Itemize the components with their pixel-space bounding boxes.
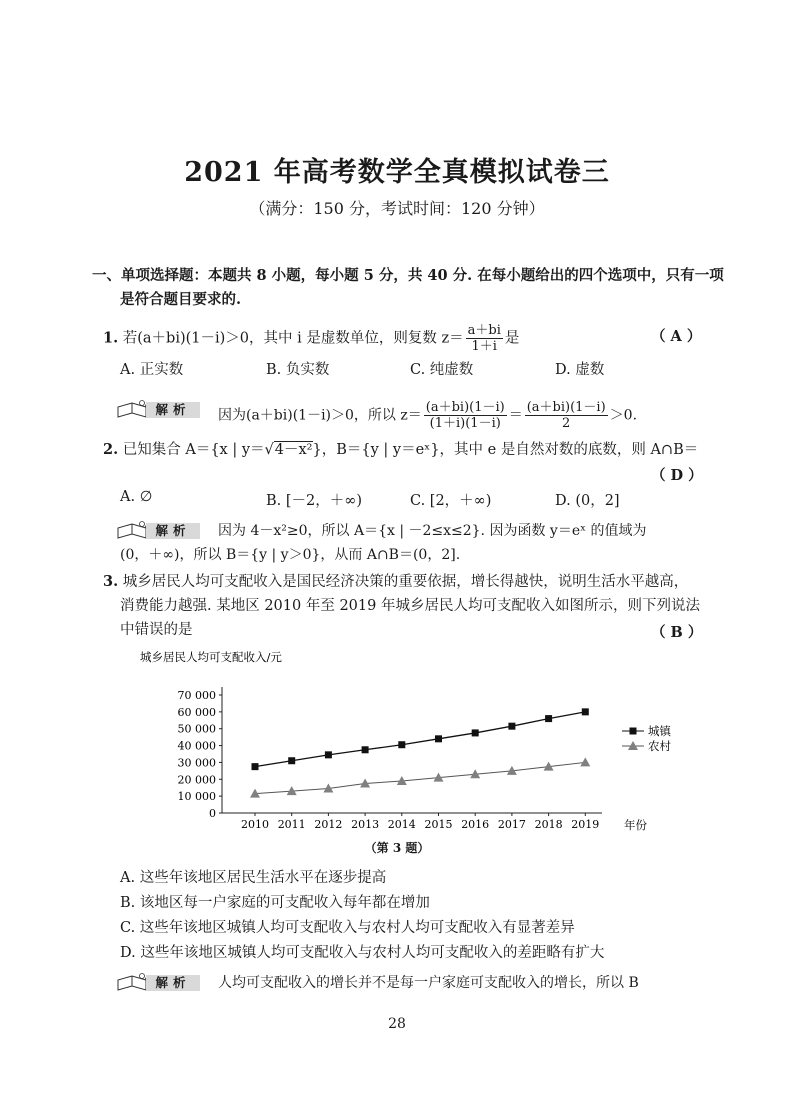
data-point-urban — [325, 751, 332, 758]
question-3-line2: 消费能力越强. 某地区 2010 年至 2019 年城乡居民人均可支配收入如图所示，则下列说法 — [120, 598, 700, 614]
question-1-option-b: B. 负实数 — [266, 362, 330, 378]
fraction: $\frac{a+bi}{1+i}$ — [467, 323, 501, 354]
figure-caption: （第 3 题） — [364, 841, 430, 855]
question-3-option-d: D. 这些年该地区城镇人均可支配收入与农村人均可支配收入的差距略有扩大 — [120, 945, 605, 961]
question-3-option-a: A. 这些年该地区居民生活水平在逐步提高 — [120, 870, 387, 886]
data-point-urban — [435, 735, 442, 742]
x-tick-label: 2010 — [241, 818, 269, 831]
legend-label: 农村 — [648, 739, 671, 753]
x-tick-label: 2011 — [277, 818, 306, 831]
question-3-number: 3. — [103, 573, 119, 590]
question-3-explanation: 人均可支配收入的增长并不是每一户家庭可支配收入的增长，所以 B — [218, 975, 639, 991]
book-icon — [116, 520, 150, 542]
y-axis-label: 城乡居民人均可支配收入/元 — [140, 650, 282, 664]
line-chart — [140, 645, 700, 845]
question-2-number: 2. — [103, 441, 119, 458]
question-2-option-a: A. ∅ — [120, 489, 153, 505]
data-point-urban — [472, 729, 479, 736]
x-axis-label: 年份 — [624, 818, 647, 832]
question-1-option-a: A. 正实数 — [120, 362, 184, 378]
question-2-stem: 2. 已知集合 A＝{x | y＝√4－x²}，B＝{y | y＝eˣ}，其中 e 是自然对数的底数，则 A∩B＝ — [103, 441, 699, 458]
page-subtitle: （满分：150 分，考试时间：120 分钟） — [249, 199, 545, 218]
series-line-rural — [255, 762, 585, 793]
data-point-urban — [288, 757, 295, 764]
x-tick-label: 2017 — [497, 818, 526, 831]
question-1-number: 1. — [103, 329, 119, 347]
book-icon — [116, 972, 150, 994]
question-2-explanation-line2: (0，＋∞)，所以 B＝{y | y＞0}，从而 A∩B＝(0，2]. — [120, 547, 461, 563]
y-tick-label: 30 000 — [177, 756, 216, 770]
data-point-urban — [582, 708, 589, 715]
question-1-explanation: 因为(a＋bi)(1－i)＞0，所以 z＝ $\frac{(a+bi)(1-i)}{(1+i)(1-i)}$ ＝ $\frac{(a+bi)(1-i)}{2}$ ＞0. — [218, 400, 638, 431]
x-tick-label: 2015 — [424, 818, 453, 831]
section-heading-line1: 一、单项选择题：本题共 8 小题，每小题 5 分，共 40 分. 在每小题给出的四个选项中，只有一项 — [92, 267, 724, 284]
data-point-urban — [362, 746, 369, 753]
x-tick-label: 2016 — [461, 818, 490, 831]
y-tick-label: 10 000 — [177, 790, 216, 804]
data-point-urban — [398, 741, 405, 748]
question-2-explanation-line1: 因为 4－x²≥0，所以 A＝{x | －2≤x≤2}. 因为函数 y＝eˣ 的值域为 — [218, 523, 647, 539]
question-3-line3: 中错误的是 — [120, 622, 193, 638]
question-3-option-b: B. 该地区每一户家庭的可支配收入每年都在增加 — [120, 895, 430, 911]
question-3-answer: （ B ） — [651, 624, 703, 641]
y-tick-label: 20 000 — [177, 773, 216, 787]
question-1-answer: （ A ） — [651, 328, 702, 345]
income-chart — [140, 645, 700, 845]
data-point-urban — [545, 715, 552, 722]
series-line-urban — [255, 712, 585, 767]
x-tick-label: 2012 — [314, 818, 343, 831]
x-tick-label: 2013 — [351, 818, 380, 831]
y-tick-label: 50 000 — [177, 722, 216, 736]
x-tick-label: 2014 — [387, 818, 416, 831]
question-2-option-c: C. [2，＋∞) — [410, 493, 492, 509]
book-icon — [116, 399, 150, 421]
x-tick-label: 2018 — [534, 818, 563, 831]
y-tick-label: 40 000 — [177, 739, 216, 753]
explanation-badge: 解析 — [116, 972, 202, 994]
section-heading-line2: 是符合题目要求的. — [120, 291, 242, 308]
data-point-urban — [508, 723, 515, 730]
question-3-option-c: C. 这些年该地区城镇人均可支配收入与农村人均可支配收入有显著差异 — [120, 920, 575, 936]
y-tick-label: 70 000 — [177, 689, 216, 702]
page-title: 2021 年高考数学全真模拟试卷三 — [184, 157, 610, 188]
question-1-option-d: D. 虚数 — [555, 362, 605, 378]
legend-label: 城镇 — [648, 724, 671, 738]
explanation-badge: 解析 — [116, 399, 202, 421]
question-1-stem: 1. 若(a＋bi)(1－i)＞0，其中 i 是虚数单位，则复数 z＝ $\frac{a+bi}{1+i}$ 是 — [103, 323, 520, 354]
y-tick-label: 0 — [209, 807, 216, 820]
legend-marker — [630, 728, 637, 735]
question-2-answer: （ D ） — [651, 467, 703, 484]
chart-legend — [622, 724, 672, 753]
question-2-option-b: B. [－2，＋∞) — [266, 493, 362, 509]
x-tick-label: 2019 — [571, 818, 600, 831]
data-point-urban — [252, 763, 259, 770]
question-1-option-c: C. 纯虚数 — [410, 362, 474, 378]
x-ticks — [241, 813, 599, 831]
data-point-rural — [580, 757, 590, 766]
y-tick-label: 60 000 — [177, 705, 216, 719]
page-number: 28 — [388, 1016, 406, 1032]
explanation-badge: 解析 — [116, 520, 202, 542]
question-2-option-d: D. (0，2] — [555, 493, 620, 509]
series-layer — [250, 708, 590, 797]
y-ticks — [178, 689, 223, 820]
question-3-line1: 3. 城乡居民人均可支配收入是国民经济决策的重要依据，增长得越快，说明生活水平越高， — [103, 573, 689, 590]
